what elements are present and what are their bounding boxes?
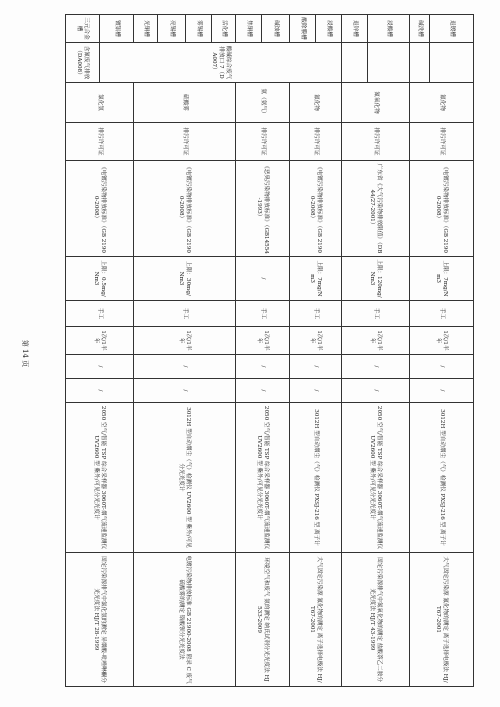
standard-cell: 《恶臭污染物排放标准》（GB14554-1993）: [236, 161, 290, 257]
equipment-cell: 3012H 型自动烟尘（气）检测仪 PXSJ-216 型 离子计: [410, 403, 474, 553]
outlet-cell: [430, 43, 474, 83]
auto-cell: /: [410, 355, 474, 379]
outlet-cell: [342, 43, 368, 83]
outlet-cell: [410, 43, 430, 83]
workshop-cell: 碱蚀槽: [262, 15, 290, 43]
workshop-cell: 活化槽: [212, 15, 236, 43]
pollutant-cell: 氟化物: [290, 83, 342, 123]
table-row: [212, 15, 236, 687]
online-cell: /: [236, 379, 290, 403]
workshop-cell: 碱洗槽: [410, 15, 430, 43]
frequency-cell: 1次/1半年: [410, 327, 474, 355]
frequency-cell: 1次/1半年: [342, 327, 410, 355]
table-row: [316, 15, 342, 687]
management-cell: 排污许可证: [236, 123, 290, 161]
workshop-cell: 亮锡槽: [158, 15, 186, 43]
frequency-cell: 1次/1半年: [290, 327, 342, 355]
table-row: [430, 15, 474, 687]
table-row: [262, 15, 290, 687]
management-cell: 排污许可证: [290, 123, 342, 161]
standard-cell: 《电镀污染物排放标准》（GB 21900-2008）: [134, 161, 236, 257]
limit-cell: 上限：7mg/Nm3: [410, 257, 474, 301]
method-cell: 固定污染源排气中氮氧化物的测定 盐酸萘乙二胺分光光度法 HJ/T 43-1999: [342, 553, 410, 687]
workshop-cell: 雾锡槽: [186, 15, 212, 43]
outlet-cell: [368, 43, 410, 83]
frequency-cell: 1次/1半年: [134, 327, 236, 355]
online-cell: /: [290, 379, 342, 403]
auto-cell: /: [290, 355, 342, 379]
table-row: [100, 15, 134, 687]
standard-cell: 《电镀污染物排放标准》（GB 21900-2008）: [290, 161, 342, 257]
pollutant-cell: 硫酸雾: [134, 83, 236, 123]
workshop-cell: 退镀槽: [430, 15, 474, 43]
online-cell: /: [342, 379, 410, 403]
workshop-cell: 焦铜槽: [236, 15, 262, 43]
workshop-cell: 浸酸槽: [368, 15, 410, 43]
online-cell: /: [134, 379, 236, 403]
method-cell: 环境空气和废气 氨的测定 纳氏试剂分光光度法 HJ 533-2009: [236, 553, 290, 687]
management-cell: 排污许可证: [342, 123, 410, 161]
equipment-cell: 2050 空气/智能 TSP 综合采样器 3060T-烟气流速监测仪 UV2600 型 紫外/可见分光光度计: [66, 403, 134, 553]
online-cell: /: [66, 379, 134, 403]
limit-cell: 上限：30mg/Nm3: [134, 257, 236, 301]
mode-cell: 手工: [66, 301, 134, 327]
auto-cell: /: [236, 355, 290, 379]
management-cell: 排污许可证: [410, 123, 474, 161]
frequency-cell: 1次/1半年: [236, 327, 290, 355]
pollutant-cell: 氮氧化物: [342, 83, 410, 123]
standard-cell: 《电镀污染物排放标准》（GB 21900-2008）: [410, 161, 474, 257]
pollutant-cell: 氨（氨气）: [236, 83, 290, 123]
mode-cell: 手工: [236, 301, 290, 327]
equipment-cell: 2050 空气/智能 TSP 综合采样器 3060T-烟气流速监测仪 UV2600 型 紫外/可见分光光度计: [236, 403, 290, 553]
limit-cell: 上限：0.5mg/Nm3: [66, 257, 134, 301]
monitoring-table: [65, 14, 474, 687]
mode-cell: 手工: [410, 301, 474, 327]
method-cell: 固定污染源排气中氯化氢的测定 异烟酸-吡唑啉酮分光光度法 HJ/T 28-1999: [66, 553, 134, 687]
workshop-cell: 退锌槽: [342, 15, 368, 43]
auto-cell: /: [66, 355, 134, 379]
standard-cell: 广东省《大气污染物排放限值》（DB44/27-2001）: [342, 161, 410, 257]
standard-cell: 《电镀污染物排放标准》（GB 21900-2008）: [66, 161, 134, 257]
online-cell: /: [410, 379, 474, 403]
equipment-cell: 3012H 型自动烟尘（气）检测仪 UV2600 型 紫外/可见分光光度计: [134, 403, 236, 553]
method-cell: 大气固定污染源 氟化物的测定 离子选择电极法 HJ/T67-2001: [290, 553, 342, 687]
mode-cell: 手工: [134, 301, 236, 327]
management-cell: 排污许可证: [134, 123, 236, 161]
limit-cell: /: [236, 257, 290, 301]
pollutant-cell: 氯化氢: [66, 83, 134, 123]
auto-cell: /: [134, 355, 236, 379]
equipment-cell: 2050 空气/智能 TSP 综合采样器 3060T-烟气流速监测仪 UV2600 型 紫外/可见分光光度计: [342, 403, 410, 553]
limit-cell: 上限：120mg/Nm3: [342, 257, 410, 301]
method-cell: 大气固定污染源 氟化物的测定 离子选择电极法 HJ/T67-2001: [410, 553, 474, 687]
workshop-cell: 镀银槽: [100, 15, 134, 43]
auto-cell: /: [342, 355, 410, 379]
mode-cell: 手工: [290, 301, 342, 327]
workshop-cell: 三元合金槽: [66, 15, 100, 43]
table-row: [368, 15, 410, 687]
management-cell: 排污许可证: [66, 123, 134, 161]
workshop-cell: 酸除膜槽: [290, 15, 316, 43]
method-cell: 电镀污染物排放标准 GB 21900-2008 附录 C 废气 硫酸雾的测定 铬酸钡分光光度法: [134, 553, 236, 687]
pollutant-cell: 氟化物: [410, 83, 474, 123]
mode-cell: 手工: [342, 301, 410, 327]
outlet-cell: 含氰废气排放（DA008）: [66, 43, 100, 83]
workshop-cell: 浸酸槽: [316, 15, 342, 43]
page-number: 第 14 页: [21, 339, 29, 368]
frequency-cell: 1次/1半年: [66, 327, 134, 355]
outlet-cell: 酸碱综合废气排放口 7（DA007）: [100, 43, 342, 83]
limit-cell: 上限：7mg/Nm3: [290, 257, 342, 301]
equipment-cell: 3012H 型自动烟尘（气）检测仪 PXSJ-216 型 离子计: [290, 403, 342, 553]
workshop-cell: 光铜槽: [134, 15, 158, 43]
